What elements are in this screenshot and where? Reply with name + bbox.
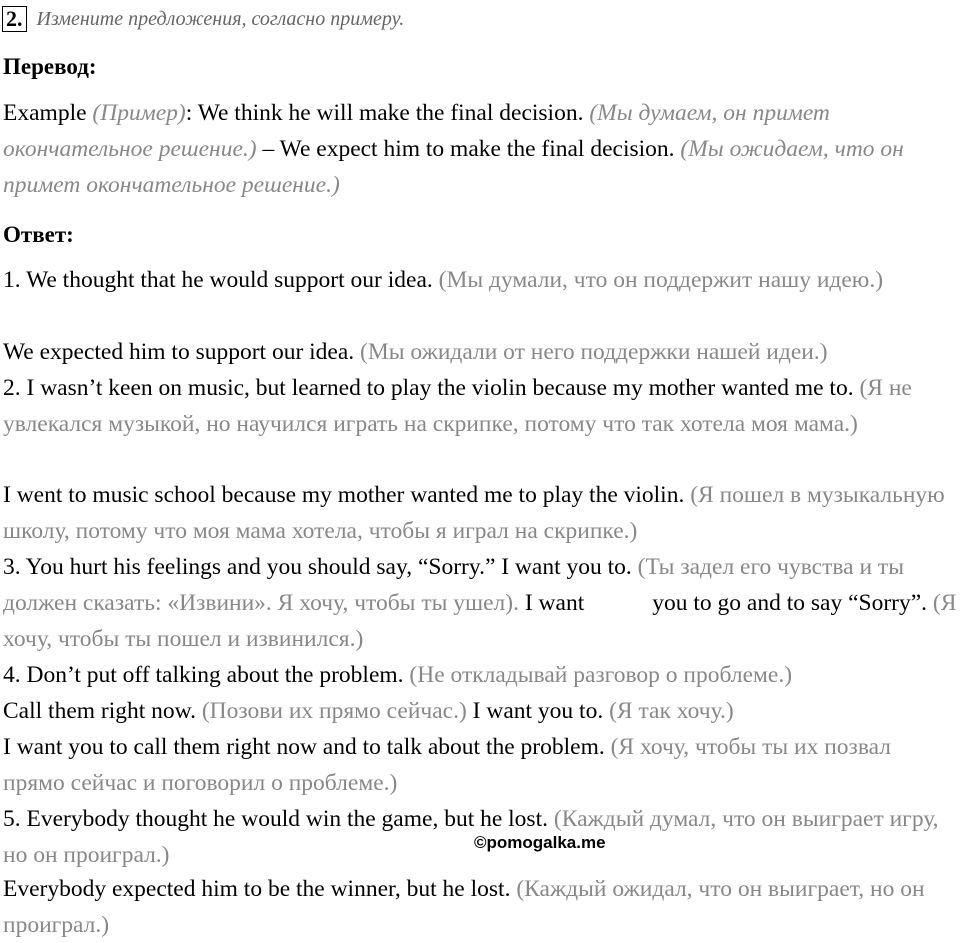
example-paragraph	[3, 95, 958, 203]
task-instruction: Измените предложения, согласно примеру.	[36, 7, 405, 30]
answer-4b-en-2: I want you to.	[472, 698, 604, 724]
example-label: Example	[3, 100, 87, 126]
answer-1-ru: (Мы думали, что он поддержит нашу идею.)	[438, 267, 884, 293]
answer-2-ru: (Я не увлекался музыкой, но научился играть на скрипке, потому что так хотела моя мама.)	[3, 375, 912, 437]
example-dash: –	[256, 136, 280, 162]
answer-4b-ru-2: (Я так хочу.)	[609, 698, 734, 724]
answer-4c	[3, 729, 958, 801]
answer-5b-ru: (Каждый ожидал, что он выиграет, но он проиграл.)	[3, 876, 925, 938]
answer-1b	[3, 334, 958, 370]
example-sentence-1: : We think he will make the final decision.	[185, 100, 584, 126]
answer-1	[3, 262, 958, 298]
answer-4b	[3, 693, 958, 729]
answer-2b	[3, 477, 958, 549]
answer-3-ru: (Ты задел его чувства и ты должен сказать: «Извини». Я хочу, чтобы ты ушел).	[3, 554, 904, 616]
answer-3b-ru: (Я хочу, чтобы ты пошел и извинился.)	[3, 590, 957, 652]
answer-3	[3, 549, 958, 657]
answer-4b-ru-1: (Позови их прямо сейчас.)	[201, 698, 467, 724]
answer-3-en: 3. You hurt his feelings and you should say, “Sorry.” I want you to.	[3, 554, 632, 580]
example-sentence-2-ru: (Мы ожидаем, что он примет окончательное решение.)	[3, 136, 904, 198]
answer-1-en: 1. We thought that he would support our idea.	[3, 267, 433, 293]
answer-3b-en-end: you to go and to say “Sorry”.	[652, 590, 928, 616]
answer-5b	[3, 871, 958, 943]
example-label-ru: (Пример)	[92, 100, 186, 126]
example-sentence-1-ru: (Мы думаем, он примет окончательное решение.)	[3, 100, 830, 162]
answer-2-en: 2. I wasn’t keen on music, but learned to play the violin because my mother wanted me to.	[3, 375, 854, 401]
watermark: ©pomogalka.me	[474, 833, 606, 852]
answer-1b-en: We expected him to support our idea.	[3, 339, 355, 365]
answer-5-en: 5. Everybody thought he would win the game, but he lost.	[3, 806, 548, 832]
answer-3b-en-start: I want	[524, 590, 585, 616]
answer-2b-en: I went to music school because my mother wanted me to play the violin.	[3, 482, 685, 508]
answer-4c-en: I want you to call them right now and to talk about the problem.	[3, 734, 605, 760]
answer-heading: Ответ:	[3, 222, 74, 247]
translation-heading: Перевод:	[3, 54, 97, 79]
answer-1b-ru: (Мы ожидали от него поддержки нашей идеи.)	[360, 339, 828, 365]
answer-4-ru: (Не откладывай разговор о проблеме.)	[409, 662, 793, 688]
answer-5b-en: Everybody expected him to be the winner, but he lost.	[3, 876, 511, 902]
task-number: 2.	[2, 6, 27, 32]
answer-4b-en-1: Call them right now.	[3, 698, 196, 724]
answer-4-en: 4. Don’t put off talking about the problem.	[3, 662, 404, 688]
example-sentence-2: We expect him to make the final decision.	[279, 136, 675, 162]
task-header	[2, 5, 404, 33]
answer-2b-ru: (Я пошел в музыкальную школу, потому что моя мама хотела, чтобы я играл на скрипке.)	[3, 482, 945, 544]
answer-2	[3, 370, 958, 442]
answer-4c-ru: (Я хочу, чтобы ты их позвал прямо сейчас и поговорил о проблеме.)	[3, 734, 891, 796]
answer-5-ru: (Каждый думал, что он выиграет игру, но он проиграл.)	[3, 806, 939, 868]
answer-4	[3, 657, 958, 693]
